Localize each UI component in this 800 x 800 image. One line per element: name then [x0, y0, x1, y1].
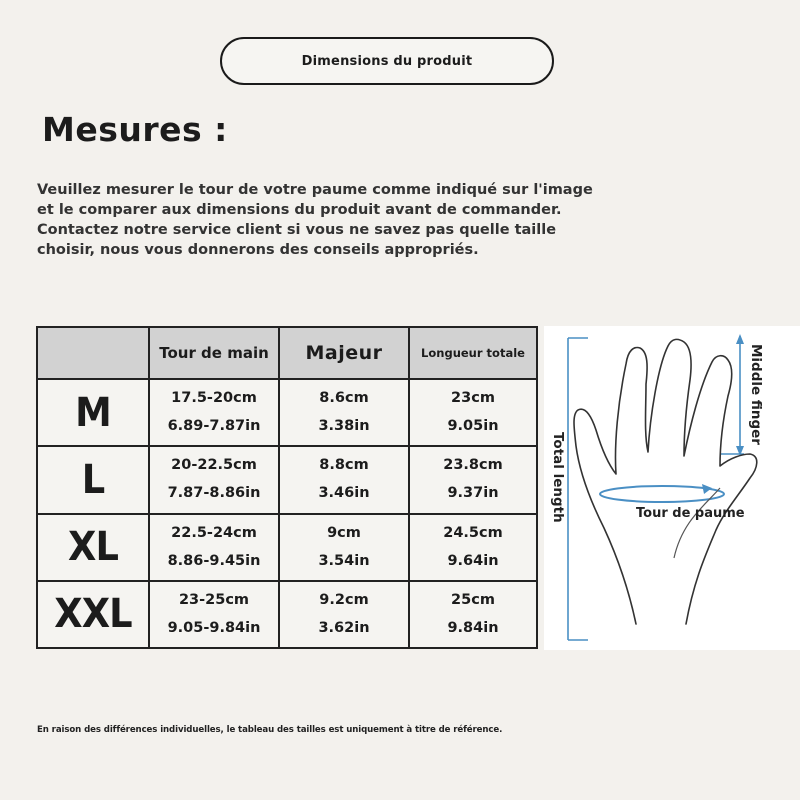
tour-cell: [149, 581, 279, 648]
longueur-in: 9.05in: [447, 418, 499, 435]
majeur-cell: [279, 379, 409, 446]
tour-in: 7.87-8.86in: [167, 485, 261, 502]
longueur-cm: 23cm: [451, 390, 495, 407]
tour-cell: [149, 514, 279, 581]
longueur-cm: 25cm: [451, 591, 495, 608]
total-length-label: Total length: [550, 432, 566, 523]
tour-in: 9.05-9.84in: [167, 619, 261, 636]
tour-cell: [149, 379, 279, 446]
intro-line: Veuillez mesurer le tour de votre paume comme indiqué sur l'image: [37, 182, 593, 198]
longueur-in: 9.37in: [447, 485, 499, 502]
table-row: [37, 514, 537, 581]
majeur-cm: 8.8cm: [319, 457, 369, 474]
intro-line: choisir, nous vous donnerons des conseils appropriés.: [37, 242, 479, 258]
table-row: [37, 581, 537, 648]
majeur-cm: 9cm: [327, 524, 361, 541]
size-label: L: [41, 446, 144, 513]
size-table: [36, 326, 538, 649]
longueur-cm: 23.8cm: [443, 457, 503, 474]
size-label: M: [41, 379, 144, 446]
majeur-cell: [279, 581, 409, 648]
tour-cm: 17.5-20cm: [171, 390, 257, 407]
tour-in: 8.86-9.45in: [167, 552, 261, 569]
intro-text: [37, 180, 637, 260]
majeur-in: 3.54in: [318, 552, 370, 569]
majeur-cell: [279, 446, 409, 513]
majeur-cell: [279, 514, 409, 581]
longueur-cell: [409, 379, 537, 446]
table-header-row: [37, 327, 537, 379]
table-row: [37, 446, 537, 513]
majeur-in: 3.38in: [318, 418, 370, 435]
longueur-cell: [409, 446, 537, 513]
header-majeur: Majeur: [279, 327, 409, 379]
header-empty: [37, 327, 149, 379]
size-label: XXL: [41, 581, 144, 648]
intro-line: et le comparer aux dimensions du produit avant de commander.: [37, 202, 562, 218]
longueur-cell: [409, 581, 537, 648]
tour-cm: 23-25cm: [178, 591, 250, 608]
pill-label: Dimensions du produit: [301, 53, 473, 69]
majeur-cm: 9.2cm: [319, 591, 369, 608]
tour-cell: [149, 446, 279, 513]
page-title: Mesures :: [42, 110, 228, 149]
header-tour-de-main: Tour de main: [149, 327, 279, 379]
tour-cm: 22.5-24cm: [171, 524, 257, 541]
longueur-in: 9.64in: [447, 552, 499, 569]
footnote: En raison des différences individuelles, le tableau des tailles est uniquement à titre de référence.: [37, 725, 503, 735]
majeur-in: 3.46in: [318, 485, 370, 502]
header-longueur-totale: Longueur totale: [409, 327, 537, 379]
majeur-in: 3.62in: [318, 619, 370, 636]
intro-line: Contactez notre service client si vous ne savez pas quelle taille: [37, 222, 557, 238]
product-dimensions-pill: [220, 37, 554, 85]
size-label: XL: [41, 514, 144, 581]
longueur-cm: 24.5cm: [443, 524, 503, 541]
majeur-cm: 8.6cm: [319, 390, 369, 407]
tour-in: 6.89-7.87in: [167, 418, 261, 435]
table-row: [37, 379, 537, 446]
longueur-in: 9.84in: [447, 619, 499, 636]
palm-label: Tour de paume: [636, 506, 745, 521]
middle-finger-label: Middle finger: [748, 344, 764, 445]
longueur-cell: [409, 514, 537, 581]
tour-cm: 20-22.5cm: [171, 457, 257, 474]
